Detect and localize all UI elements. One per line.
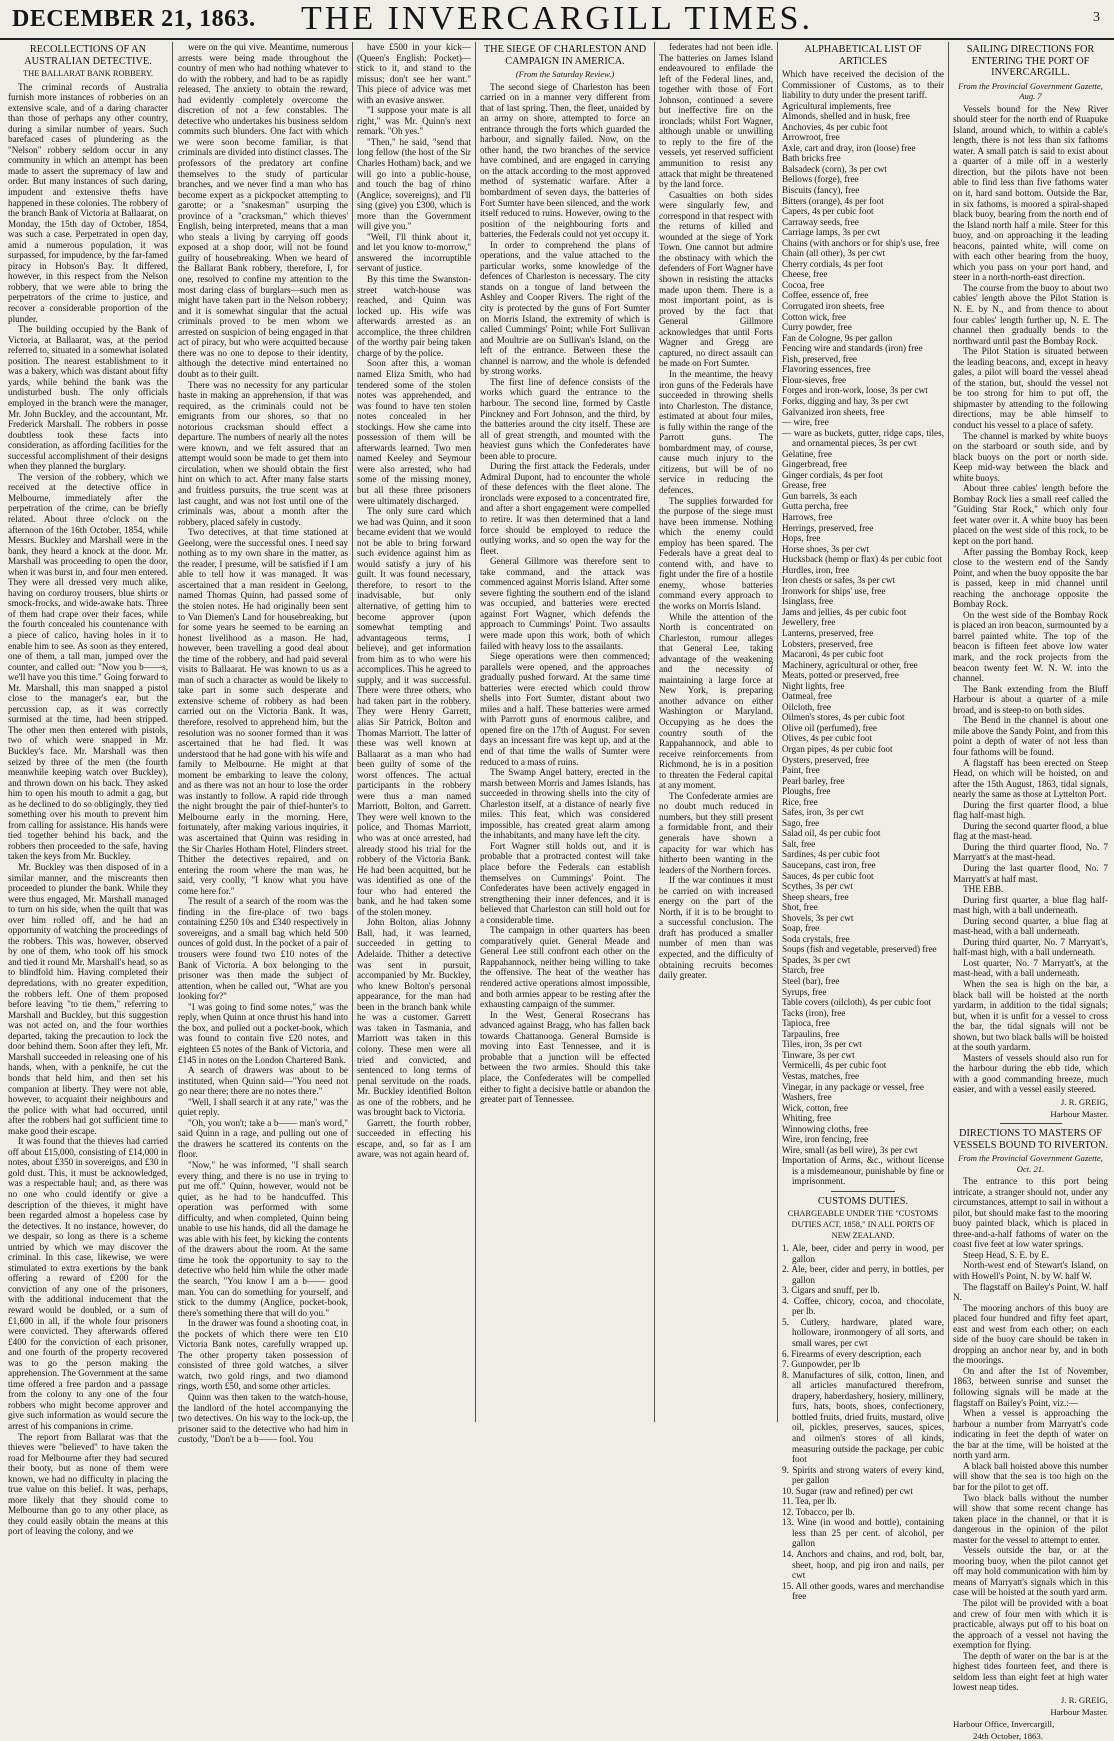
list-item: 15. All other goods, wares and merchandise free [782,1580,944,1602]
list-item: 10. Sugar (raw and refined) per cwt [782,1485,913,1496]
paragraph: Quinn was then taken to the watch-house, the landlord of the hotel accompanying the two detectives. On his way to the lock-up, the prisoner said to the detective who had him in custody, "Don't be a b—— fool. You [178,1392,348,1445]
list-item: Vinegar, in any package or vessel, free [782,1081,924,1092]
list-item: Biscuits (fancy), free [782,185,860,196]
paragraph: During the second quarter flood, a blue flag at the mast-head. [953,820,1108,842]
paragraph: "I suppose your mate is all right," was Mr. Quinn's next remark. "Oh yes." [357,105,471,137]
paragraph: "Well, I'll think about it, and let you know to-morrow," answered the incorruptible servant of justice. [357,231,471,274]
list-item: Spades, 3s per cwt [782,954,851,965]
list-item: Sheep shears, free [782,891,849,902]
list-item: Gelatine, free [782,448,832,459]
paragraph: In the drawer was found a shooting coat, in the pockets of which there were ten £10 Victoria Bank notes, carefully wrapped up. The other property taken possession of consisted of three gold watches, a silver watch, two gold rings, and two diamond rings, worth £50, and some other articles. [178,1318,348,1392]
column-detective-story-end [357,42,471,1422]
list-item: Ploughs, free [782,786,831,797]
list-item: Galvanized iron sheets, free [782,406,885,417]
column-detective-story [8,42,168,1537]
paragraph: Two black balls without the number will show that some recent change has taken place in the channel, or that it is dangerous in the opinion of the pilot master for the vessel to attempt to enter. [953,1492,1108,1545]
list-item: Grease, free [782,480,827,491]
list-item: 3. Cigars and snuff, per lb. [782,1285,880,1296]
list-item: Anchovies, 4s per cubic foot [782,121,888,132]
signature-name: J. R. GREIG, [1060,1097,1108,1107]
column-sailing-directions [953,42,1108,1741]
list-item: 12. Tobacco, per lb. [782,1506,855,1517]
list-item: Machinery, agricultural or other, free [782,659,918,670]
list-item: Whiting, free [782,1113,831,1124]
paragraph: The building occupied by the Bank of Victoria, at Ballaarat, was, at the period referred to, situated in a somewhat isolated position. The nearest establishment to it was a bakery, which was distant about fifty yards, while behind the bank was the undisturbed bush. The only officials employed in the branch were the manager, Mr. John Buckley, and the accountant, Mr. Frederick Marshall. The robbers in posse doubtless took these facts into consideration, as affording facilities for the successful accomplishment of their designs when they planned the burglary. [8,324,168,472]
paragraph: North-west end of Stewart's Island, on with Howell's Point, N. by W. half W. [953,1260,1108,1282]
signature-date: 24th October, 1863. [973,1730,1044,1741]
paragraph: If the war continues it must be carried on with increased energy on the part of the North, if it is to be brought to a successful conclusion. The draft has produced a smaller number of men than was expected, and the difficulty of obtaining recruits becomes daily greater. [659,875,773,981]
list-item: Tarpaulins, free [782,1028,840,1039]
paragraph: During the last quarter flood, No. 7 Marryatt's at half mast. [953,862,1108,884]
list-item: Cherry cordials, 4s per foot [782,258,883,269]
paragraph: Soon after this, a woman named Eliza Smith, who had tendered some of the stolen notes was apprehended, and was found to have ten stolen notes concealed in her stockings. How she came into possession of them will be afterwards learned. Two men named Keeley and Seymour were also arrested, who had some of the missing money, but all these three prisoners were ultimately discharged. [357,358,471,506]
paragraph: While the attention of the North is concentrated on Charleston, rumour alleges that General Lee, taking advantage of the weakening and the necessity of maintaining a large force at New York, is preparing another advance on either Washington or Maryland. Occupying as he does the country south of the Rappahannock, and able to receive reinforcements from Richmond, he is in a position to threaten the Federal capital at any moment. [659,611,773,791]
paragraph: On the west side of the Bombay Rock is placed an iron beacon, surmounted by a barrel painted white. The top of the beacon is fifteen feet above low water mark, and the rock projects from the beacon twenty feet W. N. W. into the channel. [953,609,1108,684]
list-item: 8. Manufactures of silk, cotton, linen, and all articles manufactured therefrom, drapery, haberdashery, hosiery, millinery, furs, hats, boots, shoes, confectionery, bottled fruits, dried fruits, mustard, olive oil, pickles, preserves, sauces, spices, and oilmen's stores of all kinds, measuring outside the package, per cubic foot [782,1369,944,1465]
list-item: Meats, potted or preserved, free [782,670,899,681]
paragraph: The flagstaff on Bailey's Point, W. half N. [953,1281,1108,1303]
customs-duties-title: CUSTOMS DUTIES. [817,1195,909,1207]
list-item: Cocoa, free [782,279,825,290]
list-item: Hops, free [782,533,821,544]
paragraph: In order to comprehend the plans of operations, and the value attached to the particular works, some knowledge of the defences of Charleston is necessary. The city stands on a tongue of land between the Ashley and Cooper Rivers. The right of the city is protected by the guns of Fort Sumter on Morris Island, the extremity of which is called Cummings' Point; while Fort Sullivan and Moultrie are on Sullivan's Island, on the left of the entrance. Between these the channel is narrow, and the whole is defended by strong works. [480,239,650,377]
list-item: Wire, small (as bell wire), 3s per cwt [782,1144,918,1155]
list-item: Axle, cart and dray, iron (loose) free [782,142,916,153]
list-item: Forks, digging and hay, 3s per cwt [782,395,909,406]
paragraph: The Swamp Angel battery, erected in the marsh between Morris and James Islands, has succeeded in throwing shells into the city of Charleston itself, at a distance of nearly five miles. This feat, which was considered impossible, has created great alarm among the inhabitants, and many have left the city. [480,767,650,841]
customs-duties-subtitle: CHARGEABLE UNDER THE "CUSTOMS DUTIES ACT, 1858," IN ALL PORTS OF NEW ZEALAND. [787,1209,939,1240]
paragraph: During the first quarter flood, a blue flag half-mast high. [953,799,1108,821]
list-item: 6. Firearms of every description, each [782,1348,922,1359]
paragraph: The Bend in the channel is about one mile above the Sandy Point, and from this point a depth of water of not less than four fathoms will be found. [953,715,1108,757]
list-item: Fish, preserved, free [782,353,858,364]
list-item: Olives, 4s per cubic foot [782,733,873,744]
signature-office: Harbour Office, Invercargill, [953,1718,1055,1729]
issue-date: DECEMBER 21, 1863. [12,6,256,32]
paragraph: After passing the Bombay Rock, keep close to the western end of the Sandy Point, and when the buoy opposite the bar is passed, keep in mid channel until reaching the anchorage opposite the Bombay Rock. [953,546,1108,610]
list-item: Balsadeck (corn), 3s per cwt [782,163,887,174]
paragraph: On and after the 1st of November, 1863, between sunrise and sunset the following signals will be made at the flagstaff on Bailey's Point, viz.:— [953,1365,1108,1408]
list-item: Macaroni, 4s per cubic foot [782,649,884,660]
list-item: Tapioca, free [782,1018,830,1029]
list-item: Sardines, 4s per cubic foot [782,849,880,860]
list-item: Hurdles, iron, free [782,564,850,575]
list-item: Olive oil (perfumed), free [782,722,877,733]
list-item: Ginger cordials, 4s per foot [782,469,883,480]
paragraph: have £500 in your kick—(Queen's English: Pocket)—stick to it, and stand to the missus; don't see her want." This piece of advice was met with an evasive answer. [357,42,471,105]
list-item: Oysters, preserved, free [782,754,870,765]
paragraph: When the sea is high on the bar, a black ball will be hoisted at the north yardarm, in addition to the tidal signals; but, when it is unfit for a vessel to cross the bar, the tidal signals will not be shown, but two black balls will be hoisted at the south yardarm. [953,978,1108,1053]
list-item: Syrups, free [782,986,827,997]
paragraph: The course from the buoy to about two cables' length above the Pilot Station is N. E. by N., and from thence to about four cables' length further up, N. E. The channel then gradually bends to the northward until past the Bombay Rock. [953,282,1108,346]
list-item: Horse shoes, 3s per cwt [782,543,870,554]
paragraph: "Well, I shall search it at any rate," was the quiet reply. [178,1096,348,1118]
paragraph: Lost quarter, No. 7 Marryatt's, at the mast-head, with a ball underneath. [953,957,1108,979]
paragraph: The supplies forwarded for the purpose of the siege must have been immense. Nothing which the enemy could employ has been spared. The Federals have a great deal to contend with, and have to fight under the fire of a hostile enemy, whose batteries command every approach to the works on Morris Island. [659,495,773,611]
articles-list [782,101,944,1187]
paragraph: The criminal records of Australia furnish more instances of robberies on an extensive scale, and of a daring character than those of perhaps any other country, during a similar number of years. Such barefaced cases of plundering as the "Nelson" robbery seldom occur in any community in which an attempt has been made to assert the supremacy of law and order. But many instances of such daring, impudent and extensive thefts have happened in these colonies. The robbery of the branch Bank of Victoria at Ballaarat, on Monday, the 15th day of October, 1854, was such a case. Perpetrated in open day, amid a numerous population, it was surpassed, for impudence, by the far-famed piracy in Hobson's Bay. It differed, however, in this respect from the Nelson robbery, that we were able to bring the perpetrators of the crime to justice, and recover a considerable proportion of the plunder. [8,81,168,324]
column-siege-of-charleston [480,42,650,1422]
list-item: Night lights, free [782,680,845,691]
paragraph: THE EBB. [963,884,1004,895]
list-item: Chains (with anchors or for ship's use, free [782,237,940,248]
list-item: Wire, iron fencing, free [782,1134,869,1145]
list-item: Curry powder, free [782,322,852,333]
list-item: Saucepans, cast iron, free [782,860,876,871]
list-item: Herrings, preserved, free [782,522,874,533]
paragraph: A search of drawers was about to be instituted, when Quinn said—"You need not go near there; there are no notes there." [178,1065,348,1097]
list-item: Harrows, free [782,511,833,522]
list-item: Fan de Cologne, 9s per gallon [782,332,893,343]
list-item: Iron chests or safes, 3s per cwt [782,575,896,586]
list-item: Soups (fish and vegetable, preserved) free [782,944,937,955]
list-item: 14. Anchors and chains, and rod, bolt, bar, sheet, hoop, and pig iron and nails, per cwt [782,1548,944,1581]
paragraph: About three cables' length before the Bombay Rock lies a small reef called the "Guiding Star Rock," which only four feet water over it. A white buoy has been placed on the west side of this rock, to be kept on the port hand. [953,483,1108,547]
paragraph: A black ball hoisted above this number will show that the sea is too high on the bar for the pilot to get off. [953,1460,1108,1492]
column-customs-list [782,42,944,1602]
column-divider [777,42,778,1422]
article-subtitle: THE BALLARAT BANK ROBBERY. [23,69,153,78]
list-item: Gingerbread, free [782,459,847,470]
list-item: 9. Spirits and strong waters of every kind, per gallon [782,1464,944,1486]
list-item: Hucksback (hemp or flax) 4s per cubic foot [782,554,942,565]
paragraph: The pilot will be provided with a boat and crew of four men with which it is practicable, always put off to his boat on the approach of a vessel not having the exemption for flying. [953,1597,1108,1651]
list-item: Sago, free [782,817,820,828]
list-item: Importation of Arms, &c., without license is a misdemeanour, punishable by fine or imprisonment. [782,1155,944,1187]
signature-name: J. R. GREIG, [1060,1694,1108,1705]
paragraph: Vessels outside the bar, or at the mooring buoy, when the pilot cannot get off may hold communication with him by means of Marryatt's signals which in this case will be hoisted at the south yard arm. [953,1545,1108,1598]
column-siege-cont [659,42,773,1422]
list-item: Fencing wire and standards (iron) free [782,343,923,354]
list-item: Bitters (orange), 4s per foot [782,195,884,206]
list-item: Almonds, shelled and in husk, free [782,111,910,122]
article-body [953,1176,1108,1693]
paragraph: During third quarter, No. 7 Marryatt's, half-mast high, with a ball underneath. [953,936,1108,958]
list-item: 11. Tea, per lb. [782,1496,837,1507]
article-title-riverton: DIRECTIONS TO MASTERS OF VESSELS BOUND TO RIVERTON. [953,1128,1108,1151]
list-item: Bellows (forge), free [782,174,859,185]
list-item: Ironwork for ships' use, free [782,585,886,596]
list-item: — ware as buckets, gutter, ridge caps, tiles, and ornamental pieces, 3s per cwt [782,427,944,449]
list-item: Soda crystals, free [782,933,850,944]
paragraph: Garrett, the fourth robber, succeeded in effecting his escape, and, so far as I am aware, was not again heard of. [357,1117,471,1160]
paragraph: The campaign in other quarters has been comparatively quiet. General Meade and General Lee still confront each other on the Rappahannock, neither being willing to take the offensive. The heat of the weather has rendered active operations almost impossible, and both armies appear to be resting after the exhausting campaign of the summer. [480,925,650,1010]
paragraph: During first quarter, a blue flag half-mast high, with a ball underneath. [953,894,1108,916]
paragraph: Steep Head, S. E. by E. [963,1249,1049,1260]
paragraph: The Bank extending from the Bluff Harbour is about a quarter of a mile broad, and is steep-to on both sides. [953,683,1108,715]
list-item: Gun barrels, 3s each [782,490,858,501]
list-item: Soap, free [782,923,820,934]
list-item: Carraway seeds, free [782,216,859,227]
paragraph: General Gillmore was therefore sent to take command, and the attack was commenced against Morris Island. After some severe fighting the southern end of the island was occupied, and batteries were erected against Fort Wagner, which defends the approach to Cummings' Point. Two assaults were made upon this work, both of which failed with heavy loss to the assailants. [480,556,650,651]
list-item: Starch, free [782,965,825,976]
article-body [357,42,471,1160]
list-item: Tinware, 3s per cwt [782,1049,855,1060]
paragraph: Fort Wagner still holds out, and it is probable that a protracted contest will take place before the Federals can establish themselves on Cummings' Point. The Confederates have been actively engaged in strengthening their inner defences, and it is believed that Charleston can still hold out for a considerable time. [480,840,650,925]
list-item: Coffee, essence of, free [782,290,869,301]
newspaper-title: THE INVERCARGILL TIMES. [301,0,813,37]
paragraph: The second siege of Charleston has been carried on in a manner very different from that of last spring. Then, the fleet, unaided by an army on shore, attempted to force an entrance through the forts which guarded the harbour, and signally failed. Now, on the other hand, the two branches of the service have combined, and are engaged in carrying on the attack according to the most approved method of systematic warfare. After a bombardment of seven days, the batteries of Fort Sumter have been silenced, and the work itself reduced to ruins. However, owing to the position of the neighbouring forts and batteries, the Federals could not yet occupy it. [480,81,650,240]
list-item: Shovels, 3s per cwt [782,912,854,923]
list-item: Lanterns, preserved, free [782,627,874,638]
list-item: Carriage lamps, 3s per cwt [782,227,881,238]
column-detective-story-cont [178,42,349,1445]
list-item: Pearl barley, free [782,775,845,786]
list-item: Salad oil, 4s per cubic foot [782,828,881,839]
list-item: Washers, free [782,1092,832,1103]
list-item: Arrowroot, free [782,132,840,143]
paragraph: "I was going to find some notes," was the reply, when Quinn at once thrust his hand into the box, and pulled out a pocket-book, which was found to contain five £20 notes, and eighteen £5 notes of the Bank of Victoria, and £145 in notes on the London Chartered Bank. [178,1001,348,1065]
article-title: SAILING DIRECTIONS FOR ENTERING THE PORT OF INVERCARGILL. [966,44,1095,78]
paragraph: Siege operations were then commenced; parallels were opened, and the approaches gradually pushed forward. At the same time batteries were erected which could throw shells into Fort Sumter, distant about two miles and a half. These batteries were armed with Parrott guns of enormous calibre, and opened fire on the 17th of August. For seven days an incessant fire was kept up, and at the end of that time the walls of Sumter were reduced to a mass of ruins. [480,651,650,767]
paragraph: By this time the Swanston-street watch-house was reached, and Quinn was locked up. His wife was afterwards arrested as an accomplice, the three children of the worthy pair being taken charge of by the police. [357,274,471,358]
list-item: 5. Cutlery, hardware, plated ware, holloware, ironmongery of all sorts, and small wares, per cwt [782,1316,944,1349]
list-item: 4. Coffee, chicory, cocoa, and chocolate, per lb. [782,1295,944,1317]
paragraph: The result of a search of the room was the finding in the fire-place of two bags containing £250 10s and £340 respectively in sovereigns, and a small bag which held 500 ounces of gold dust. In the pocket of a pair of trousers were found two £10 notes of the Bank of Victoria. A box belonging to the prisoner was then made the subject of attention, when he called out, "What are you looking for?" [178,896,348,1002]
list-item: Jewellery, free [782,617,836,628]
list-item: 13. Wine (in wood and bottle), containing less than 25 per cent. of alcohol, per gallon [782,1517,944,1549]
list-item: Isinglass, free [782,596,834,607]
list-item: Vermicelli, 4s per cubic foot [782,1060,887,1071]
article-source: From the Provincial Government Gazette, Aug. 7 [958,80,1103,102]
paragraph: were on the qui vive. Meantime, numerous arrests were being made throughout the country of men who had nothing whatever to do with the robbery, and had to be as rapidly released. The anxiety to obtain the reward, had evidently completely overcome the discretion of not a few constables. The detective who undertakes his business seldom commits such blunders. One fact with which we were soon become familiar, is that criminals are divided into distinct classes. The professors of the predatory art confine themselves to the study of particular branches, and we never find a man who has become expert as a pickpocket attempting to garotte; or a "snakesman" usurping the province of a "cracksman," which thieves' English, being interpreted, means that a man who steals a living by carrying off goods exposed at a shop door, will not be found guilty of housebreaking. When we heard of the Ballarat Bank robbery, therefore, I, for one, resolved to confine my attention to the most daring class of burglars—such men as might have taken part in the Nelson robbery; and it is somewhat singular that the actual criminals proved to be men whom we arrested on suspicion of being engaged in that act of piracy, but who were acquitted because there was no one to depose to their identity, although the detective mind entertained no doubt as to their guilt. [178,42,349,379]
paragraph: The only sure card which we had was Quinn, and it soon became evident that we would not be able to bring forward such evidence against him as would satisfy a jury of his guilt. It was found necessary, therefore, to resort to the inadvisable, but only alternative, of getting him to become approver (upon somewhat tempting and advantageous terms, I believe), and get information from him as to who were his accomplices. This he agreed to supply, and it was successful. There were three others, who had taken part in the robbery. They were Henry Garrett, alias Sir Patrick, Bolton and Thomas Marriott. The latter of these was well known at Ballaarat as a man who had been guilty of some of the worst offences. The actual participants in the robbery were thus a man named Marriott, Bolton, and Garrett. They were well known to the police, and Thomas Marriott, who was at once arrested, had already stood his trial for the robbery of the Victoria Bank. He had been acquitted, but he was identified as one of the four who had entered the bank, and he had taken some of the stolen money. [357,506,471,917]
paragraph: federates had not been idle. The batteries on James Island endeavoured to enfilade the left of the Federal lines, and, together with those of Fort Johnson, continued a severe but ineffective fire on the ironclads; whilst Fort Wagner, although unable or unwilling to reply to the fire of the vessels, yet reserved sufficient ammunition to resist any attack that might be threatened by the land force. [659,42,773,190]
list-item: Flavoring essences, free [782,364,871,375]
paragraph: During second quarter, a blue flag at mast-head, with a ball underneath. [953,915,1108,937]
article-body [8,82,168,1537]
list-item: Oatmeal, free [782,691,832,702]
column-divider [475,42,476,1422]
column-divider [948,42,949,1422]
paragraph: During the first attack the Federals, under Admiral Dupont, had to encounter the whole of these defences with the fleet alone. The ironclads were exposed to a concentrated fire, and after a short engagement were compelled to retire. It was then determined that a land force should be employed to reduce the outlying works, and so open the way for the fleet. [480,461,650,556]
list-item: Organ pipes, 4s per cubic foot [782,744,893,754]
duties-list [782,1243,944,1602]
list-item: 7. Gunpowder, per lb [782,1359,860,1370]
paragraph: John Bolton, alias Johnny Ball, had, it was learned, succeeded in getting to Adelaide. Thither a detective was sent in pursuit, accompanied by Mr. Buckley, who knew Bolton's personal appearance, for the man had been in the branch bank while he was a customer. Garrett was taken in Tasmania, and Marriott was taken in this colony. These men were all tried and convicted, and sentenced to long terms of penal servitude on the roads. Mr. Buckley identified Bolton as one of the robbers, and he was brought back to Victoria. [357,917,471,1118]
list-item: Shot, free [782,902,818,913]
article-body [953,104,1108,1095]
masthead [0,0,1114,40]
list-intro: Which have received the decision of the Commissioner of Customs, as to their liability to duty under the present tariff. [782,69,944,101]
signature-title: Harbour Master. [1050,1109,1108,1119]
paragraph: Masters of vessels should also run for the harbour during the ebb tide, which with a good commanding breeze, much easier, and with a vessel easily steered. [953,1052,1108,1095]
list-item: Cotton wick, free [782,311,847,322]
paragraph: When a vessel is approaching the harbour a number from Marryatt's code indicating in feet the depth of water on the bar at the time, will be hoisted at the north yard arm. [953,1408,1108,1461]
paragraph: It was found that the thieves had carried off about £15,000, consisting of £14,000 in notes, about £350 in sovereigns, and £30 in gold dust. This, it must be acknowledged, was a respectable haul; and, as there was no one who could identify or give a description of the thieves, it might have been regarded almost a hopeless case by the detectives. It no instance, however, do we despair, so long as there is a scheme untried by which we may discover the criminal. In this case, likewise, we were stimulated to extra exertions by the bank offering a reward of £200 for the conviction of any one of the prisoners, with the additional inducement that the reward would be doubled, or a sum of £1,600 in all, if the whole four prisoners were convicted. They afterwards offered £400 for the conviction of each prisoner, and one fourth of the property recovered was to go the person making the apprehension. The Government at the same time offered a free pardon and a passage from the colony to any one of the four robbers who might become approver and give such information as would secure the arrest of his companions in crime. [8,1136,168,1431]
list-item: Flour-sieves, free [782,374,847,385]
list-item: Cheese, free [782,269,828,280]
list-item: Tiles, iron, 3s per cwt [782,1039,862,1050]
column-divider [352,42,353,1422]
paragraph: Mr. Buckley was then disposed of in a similar manner, and the miscreants then proceeded to plunder the bank. While they were thus engaged, Mr. Marshall managed to turn on his side, when the quilt that was over him rolled off, and he had an opportunity of watching the proceedings of the robbers. This was, however, observed by one of them, who took off his smock and tied it round Mr. Marshall's head, so as to blindfold him. Having completed their depredations, with no greater expedition, the robbers left. One of them proposed before leaving "to tie them," referring to Marshall and Buckley, but this suggestion was not acted on, and the four worthies departed, taking the precaution to lock the door behind them. Soon after they left, Mr. Marshall succeeded in releasing one of his hands, when, with a penknife, he cut the bonds that held him, and then set his companion at liberty. They were not able, however, to acquaint their neighbours and the police with what had occurred, until after the robbers had got sufficient time to make good their escape. [8,862,168,1136]
list-title: ALPHABETICAL LIST OF ARTICLES [804,44,922,67]
paragraph: The depth of water on the bar is at the highest tides fourteen feet, and there is seldom less than eight feet at high water lowest neap tides. [953,1650,1108,1693]
paragraph: "Now," he was informed, "I shall search every thing, and there is no use in trying to put me off." Quinn, however, would not be quiet, as he had to be handcuffed. This operation was performed with some difficulty, and when completed, Quinn being unable to use his hands, did all the damage he was able with his feet, by kicking the contents of the drawers about the room. At the same time he took the opportunity to say to the detective who held him while the other made the search, "You know I am a b—— good man. You can do something for yourself, and stick to the dummy (Anglice, pocket-book, there's something there that will do you." [178,1159,348,1318]
list-item: Capers, 4s per cubic foot [782,206,874,217]
paragraph: "Then," he said, "send that long fellow (the host of the Sir Charles Hotham) back, and we will go into a public-house, and touch the bag of rhino (Anglice, sovereigns), and I'll sing (give) you £300, which is more than the Government will give you." [357,136,471,232]
paragraph: Two detectives, at that time stationed at Geelong, were the successful ones. I need say nothing as to my own share in the matter, as the reader, I presume, will be satisfied if I am able to tell how it was managed. It was ascertained that a man resident in Geelong, named Thomas Quinn, had passed some of the stolen notes. He had originally been sent to Van Diemen's Land for housebreaking, but for some years he seemed to be earning an honest livelihood as a mason. He had, however, been travelling a good deal about the time of the robbery, and had paid several visits to Ballaarat. He was known to us as a man of such a character as would be likely to take part in some such desperate and extensive scheme of robbery as had been carried out on the Victoria Bank. It was, therefore, resolved to apprehend him, but the resolution was no sooner formed than it was ascertained that he had fled. It was understood that he had gone with his wife and family to Melbourne. He might at that moment be embarking to leave the colony, and as there was not an hour to lose the order was instantly to follow. A rapid ride through the night brought the pair of thief-hunter's to Melbourne early in the morning. Here, fortunately, after making various inquiries, it was ascertained that Quinn was residing in the Sir Charles Hotham Hotel, Flinders street. Thither the detectives repaired, and on entering the room where the man was, he said, very coolly, "I know what you have come here for." [178,527,348,896]
paragraph: A flagstaff has been erected on Steep Head, on which will be hoisted, on and after the 15th August, 1863, tidal signals, nearly the same as those at Lyttelton Port. [953,757,1108,800]
article-body [178,42,348,1445]
paragraph: During the third quarter flood, No. 7 Marryatt's at the mast-head. [953,841,1108,863]
list-item: Bath bricks free [782,153,841,164]
article-source: (From the Saturday Review.) [515,69,615,79]
paragraph: The channel is marked by white buoys on the starboard or south side, and by black buoys on the port or north side. Keep mid-way between the black and white buoys. [953,430,1108,483]
page-number: 3 [1093,10,1100,25]
list-item: Oilmen's stores, 4s per cubic foot [782,712,905,723]
paragraph: The entrance to this port being intricate, a stranger should not, under any circumstances, attempt to sail in without a pilot, but should make fast to the mooring buoy painted black, which is placed in three-and-a-half fathoms of water on the coast five feet at low water springs. [953,1176,1108,1250]
list-item: Scythes, 3s per cwt [782,881,853,892]
list-item: Corrugated iron sheets, free [782,301,885,312]
list-item: Salt, free [782,838,816,849]
list-item: Winnowing cloths, free [782,1123,869,1134]
list-item: Rice, free [782,796,818,807]
article-source: From the Provincial Government Gazette, Oct. 21. [958,1153,1103,1174]
list-item: Chain (all other), 3s per cwt [782,248,886,259]
paragraph: The version of the robbery, which we received at the detective office in Melbourne, immediately after the perpetration of the crime, can be briefly related. About three o'clock on the afternoon of the 16th October, 1854, while Messrs. Buckley and Marshall were in the bank, they heard a knock at the door. Mr. Marshall was proceeding to open the door, when it was burst in, and four men entered. They were all dressed very much alike, having on corduroy trousers, blue shirts or smock-frocks, and wide-awake hats. Three of them had crape over their faces, while the fourth concealed his countenance with a piece of calico, having holes in it to enable him to see. As soon as they entered, one of them, a tall man, jumped over the counter, and called out: "Now you b——s, we'll have you this time." Going forward to Mr. Marshall, this man snapped a pistol close to the manager's ear, but the percussion cap, as it was correctly surmised at the time, had been stripped. The other men then entered with pistols, two of which were snapped in Mr. Buckley's face. Mr. Marshall was then seized by three of the men (the fourth meanwhile keeping watch over Buckley), and thrown down on his back. They asked him to open his mouth to admit a gag, but as he declined to do so obligingly, they tied something over his mouth to prevent him from calling for assistance. His hands were tied together behind his back, and the robbers then proceeded to the safe, having taken the keys from Mr. Buckley. [8,471,168,862]
list-item: Agricultural implements, free [782,100,891,111]
paragraph: The Pilot Station is situated between the leading beacons, and, except in heavy gales, a pilot will board the vessel ahead of the station, but, should the vessel not be too strong for him to put off, the shipmaster by attending to the following directions, may be able himself to conduct his vessel to a place of safety. [953,346,1108,430]
list-item: Paint, free [782,765,820,776]
paragraph: The report from Ballarat was that the thieves were "believed" to have taken the road for Melbourne after they had secured their booty, but as none of them were known, we had no difficulty in placing the true value on this belief. It was, perhaps, more likely that they should come to Melbourne than go to any other place, as they could easily obtain the means at this port of leaving the colony, and we [8,1431,168,1537]
paragraph: In the West, General Rosecrans has advanced against Bragg, who has fallen back towards Chattanooga. General Burnside is moving into East Tennessee, and it is probable that a junction will be effected between the two armies. Should this take place, the Confederates will be compelled either to fight a decisive battle or abandon the greater part of Tennessee. [480,1009,650,1105]
list-item: Table covers (oilcloth), 4s per cubic foot [782,997,932,1008]
article-body [659,42,773,981]
paragraph: Vessels bound for the New River should steer for the north end of Ruapuke Island, around which, to within a cable's length, there is not less than six fathoms water. A small patch is said to exist about a quarter of a mile off in a westerly direction, but the pilots have not been able to find less than five fathoms water on it, hard sand bottom. Outside the Bar, in six fathoms, is moored a spiral-shaped black buoy, bearing from the north end of the Island north half a mile. Steer for this buoy, and on approaching it the leading beacons, painted white, will come on with each other bearing from the buoy, which you pass on your port hand, and steer in a north-north-east direction. [953,103,1108,283]
list-item: Jams and jellies, 4s per cubic foot [782,606,907,617]
list-item: Gutta percha, free [782,501,849,512]
list-item: Steel (bar), free [782,976,840,987]
list-item: Forges and iron-work, loose, 3s per cwt [782,385,928,396]
paragraph: The mooring anchors of this buoy are placed four hundred and fifty feet apart, east and west from each other; on each side of the buoy care should be taken in dropping an anchor near by, and in both the moorings. [953,1302,1108,1366]
section-rule [1000,1123,1062,1124]
article-title: RECOLLECTIONS OF AN AUSTRALIAN DETECTIVE. [24,44,152,67]
column-divider [654,42,655,1422]
list-item: Sauces, 4s per cubic foot [782,870,874,881]
section-rule [831,1191,896,1192]
signature-title: Harbour Master. [1050,1706,1108,1717]
paragraph: In the meantime, the heavy iron guns of the Federals have succeeded in throwing shells into Charleston. The distance, estimated at about four miles, is fully within the range of the Parrott guns. The bombardment may, of course, cause much injury to the citizens, but will be of no service in reducing the defences. [659,368,773,495]
list-item: 1. Ale, beer, cider and perry in wood, per gallon [782,1243,944,1264]
paragraph: There was no necessity for any particular haste in making an apprehension, if that was required, as the criminals could not be emigrants from our shores, so that no notorious cracksman should effect a departure. The numbers of nearly all the notes were known, and we felt assured that an attempt would soon be made to get them into circulation, when we should obtain the first hint on which to act. After many false starts and fruitless pursuits, the true scent was at last caught, and was not lost until one of the criminals was, about a month after the robbery, placed safely in custody. [178,379,348,527]
article-title: THE SIEGE OF CHARLESTON AND CAMPAIGN IN AMERICA. [483,44,647,67]
list-item: Wick, cotton, free [782,1102,848,1113]
article-body [480,82,650,1105]
list-item: Oilcloth, free [782,701,831,712]
list-item: Tacks (iron), free [782,1007,846,1018]
paragraph: The first line of defence consists of the works which guard the entrance to the harbour. The second line, formed by Castle Pinckney and Fort Johnson, and the third, by the batteries around the city itself. These are all of great strength, and mounted with the heaviest guns which the Confederates have been able to procure. [480,376,650,461]
list-item: Lobsters, preserved, free [782,638,873,649]
paragraph: Casualties on both sides were singularly few, and correspond in that respect with the returns of killed and wounded at the siege of York Town. One cannot but admire the obstinacy with which the defenders of Fort Wagner have shown in resisting the attacks made upon them. There is a most important point, as is proved by the fact that General Gillmore acknowledges that until Forts Wagner and Gregg are captured, no direct assault can be made on Fort Sumter. [659,189,773,369]
list-item: Vestas, matches, free [782,1070,860,1081]
paragraph: "Oh, you won't; take a b—— man's word," said Quinn in a rage, and pulling out one of the drawers he scattered its contents on the floor. [178,1117,348,1160]
paragraph: The Confederate armies are no doubt much reduced in numbers, but they still present a formidable front, and their generals have shown a capacity for war which has hitherto been wanting in the leaders of the Northern forces. [659,790,773,875]
list-item: 2. Ale, beer, cider and perry, in bottles, per gallon [782,1264,944,1285]
list-item: Safes, iron, 3s per cwt [782,807,864,818]
column-divider [172,42,173,1422]
list-item: — wire, free [782,417,829,428]
